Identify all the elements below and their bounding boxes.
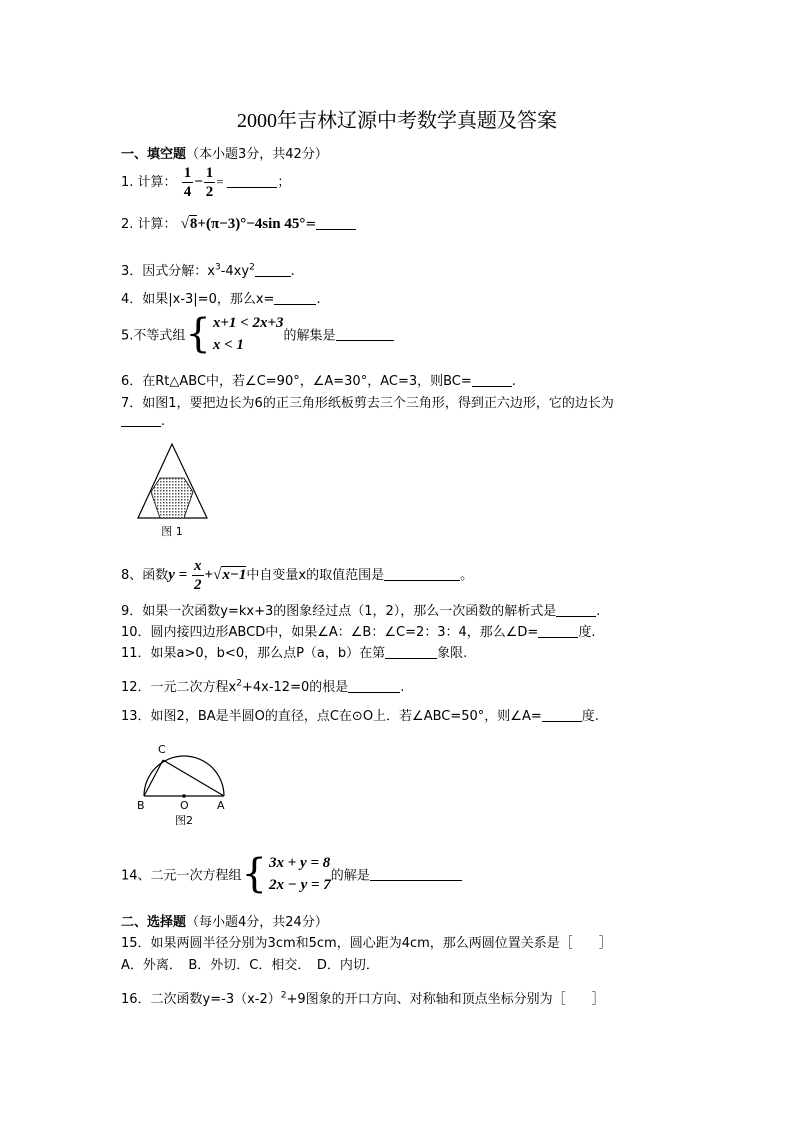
question-16: 16．二次函数$y=-3(x-2)^2+9$图象的开口方向、对称轴和顶点坐标分别为［ ］ xyxy=(121,990,605,1007)
section-2-head: 二、选择题 xyxy=(121,915,187,930)
q1-fraction-1: $\frac{1}{4}$ xyxy=(183,165,192,200)
question-14: 14、二元一次方程组{ 3x + y = 8 2x − y = 7 的解是 xyxy=(121,852,462,896)
question-15: 15．如果两圆半径分别为3cm和5cm，圆心距为4cm，那么两圆位置关系是［ ］ xyxy=(121,936,612,951)
equation-system: 3x + y = 8 2x − y = 7 xyxy=(269,855,331,893)
answer-blank[interactable] xyxy=(348,680,400,693)
section-2-note: （每小题4分，共24分） xyxy=(186,915,328,930)
answer-blank[interactable] xyxy=(316,217,356,230)
system-brace: { xyxy=(185,311,211,357)
question-5: 5.不等式组{ x+1 < 2x+3 x < 1 的解集是 xyxy=(121,312,394,356)
section-1-note: （本小题3分，共42分） xyxy=(186,147,328,162)
question-7-answer: . xyxy=(121,414,165,429)
answer-blank[interactable] xyxy=(385,646,437,659)
label-c: C xyxy=(158,743,166,756)
question-10: 10．圆内接四边形ABCD中，如果∠A：∠B：∠C=2：3：4，那么∠D= 度. xyxy=(121,625,596,640)
question-8: 8、函数y = $\frac{x}{2}$ +√x−1中自变量x的取值范围是 。 xyxy=(121,558,474,593)
answer-blank[interactable] xyxy=(556,604,596,617)
question-9: 9．如果一次函数y=kx+3的图象经过点（1，2），那么一次函数的解析式是 . xyxy=(121,604,601,619)
answer-blank[interactable] xyxy=(227,175,277,188)
chord-bc xyxy=(144,760,163,796)
q2-expression: √8+(π−3)°−4sin 45° xyxy=(180,216,306,232)
answer-blank[interactable] xyxy=(542,709,582,722)
question-7: 7．如图1，要把边长为6的正三角形纸板剪去三个三角形，得到正六边形，它的边长为 xyxy=(121,396,614,411)
question-6: 6．在Rt△ABC中，若∠C=90°，∠A=30°，AC=3，则BC= . xyxy=(121,374,516,389)
question-12: 12．一元二次方程$x^2+4x-12=0$的根是 . xyxy=(121,678,405,695)
figure-1 xyxy=(136,442,210,540)
semicircle-arc xyxy=(144,756,224,796)
page-title: 2000年吉林辽源中考数学真题及答案 xyxy=(237,110,557,132)
question-13: 13．如图2，BA是半圆O的直径，点C在⊙O上．若∠ABC=50°，则∠A= 度. xyxy=(121,709,599,724)
q1-expression: $\frac{1}{4}$ − $\frac{1}{2}$ = xyxy=(183,165,224,200)
answer-blank[interactable] xyxy=(121,414,161,427)
q1-prefix: 1. 计算： xyxy=(121,174,177,190)
system-brace: { xyxy=(241,851,267,897)
answer-blank[interactable] xyxy=(370,868,462,881)
question-4: 4．如果|x-3|=0，那么x= . xyxy=(121,292,321,307)
hexagon-shape xyxy=(151,478,193,518)
chord-ca xyxy=(163,760,224,796)
label-b: B xyxy=(137,799,145,812)
figure-2 xyxy=(134,740,234,830)
inequality-system: x+1 < 2x+3 x < 1 xyxy=(212,315,284,353)
answer-blank[interactable] xyxy=(384,568,460,581)
answer-blank[interactable] xyxy=(274,292,316,305)
question-1: 1. 计算： $\frac{1}{4}$ − $\frac{1}{2}$ = ； xyxy=(121,165,291,200)
question-15-options: A．外离． B．外切．C．相交． D．内切． xyxy=(121,958,379,973)
question-11: 11．如果a>0，b<0，那么点P（a，b）在第 象限. xyxy=(121,646,468,661)
figure-1-caption: 图 1 xyxy=(161,525,183,538)
answer-blank[interactable] xyxy=(538,625,578,638)
answer-blank[interactable] xyxy=(336,328,394,341)
answer-blank[interactable] xyxy=(255,264,291,277)
question-3: 3．因式分解：$x^3-4xy^2$ . xyxy=(121,262,295,279)
question-2: 2. 计算： √8+(π−3)°−4sin 45°= xyxy=(121,213,356,233)
label-o: O xyxy=(180,799,189,812)
q8-fraction: $\frac{x}{2}$ xyxy=(194,558,202,593)
q1-fraction-2: $\frac{1}{2}$ xyxy=(205,165,214,200)
label-a: A xyxy=(217,799,225,812)
section-2-heading xyxy=(121,911,328,930)
section-1-head: 一、填空题 xyxy=(121,147,187,162)
q8-expression: y = $\frac{x}{2}$ +√x−1 xyxy=(168,558,247,593)
answer-blank[interactable] xyxy=(472,374,512,387)
figure-2-caption: 图2 xyxy=(175,814,193,827)
center-point xyxy=(182,794,186,798)
section-1-heading xyxy=(121,143,328,162)
q2-prefix: 2. 计算： xyxy=(121,217,177,232)
